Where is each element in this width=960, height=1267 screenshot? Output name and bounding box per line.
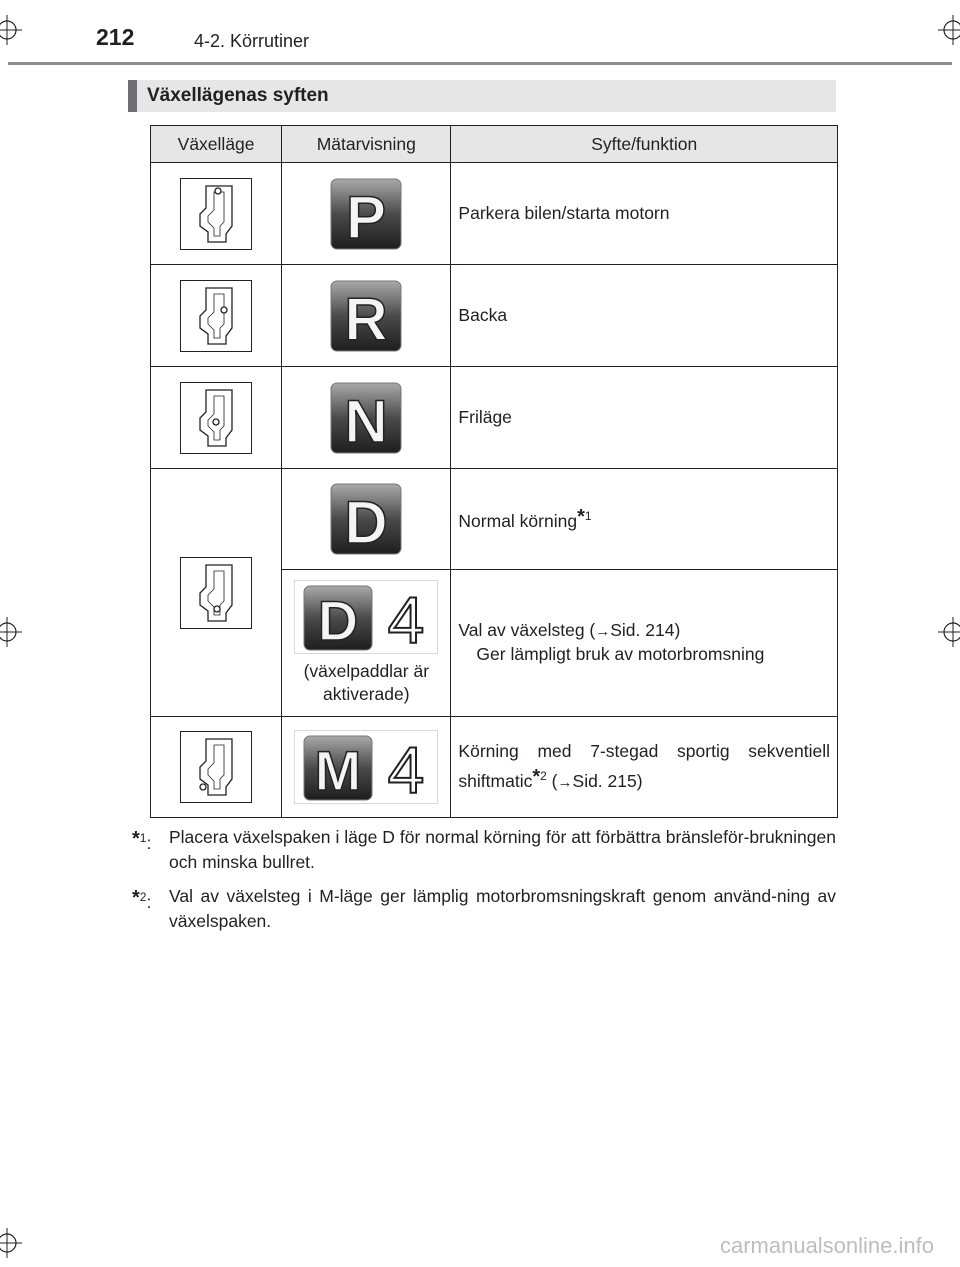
footnote-1 (132, 825, 836, 876)
crop-mark-icon (0, 15, 22, 45)
footnote-number: 2 (139, 890, 147, 905)
page-reference-link[interactable]: Sid. 215) (572, 771, 643, 791)
purpose-m4-line2 (458, 764, 830, 794)
table-row (151, 163, 838, 265)
gear-indicator-d4-icon (294, 580, 438, 654)
column-header-purpose: Syfte/funktion (451, 126, 838, 163)
gear-indicator-p-icon (330, 178, 402, 250)
indicator-cell (282, 570, 451, 717)
purpose-p: Parkera bilen/starta motorn (451, 163, 838, 265)
paddle-caption (282, 660, 450, 706)
indicator-number: 4 (387, 733, 425, 804)
section-heading (128, 80, 836, 112)
indicator-letter: R (344, 285, 388, 352)
purpose-d (451, 469, 838, 570)
gear-indicator-m4-icon (294, 730, 438, 804)
table-row (151, 717, 838, 818)
purpose-d4-text-before: Val av växelsteg ( (458, 620, 596, 641)
gear-cell (151, 265, 282, 367)
footnote-star: * (577, 506, 585, 529)
page-reference-link[interactable]: Sid. 214) (610, 620, 681, 641)
column-header-gear: Växelläge (151, 126, 282, 163)
table-row (151, 367, 838, 469)
purpose-m4-line1: Körning med 7-stegad sportig sekventiell (458, 741, 830, 762)
indicator-letter: P (346, 183, 387, 250)
paddle-caption-line1: (växelpaddlar är (303, 661, 430, 682)
purpose-m4 (451, 717, 838, 818)
gear-indicator-d-icon (330, 483, 402, 555)
arrow-right-icon: → (557, 774, 573, 791)
paddle-caption-line2: aktiverade) (323, 684, 410, 704)
indicator-letter: D (318, 589, 359, 653)
gear-cell (151, 367, 282, 469)
footnote-number: 1 (139, 831, 147, 846)
crop-mark-icon (938, 617, 960, 647)
indicator-letter: D (344, 489, 388, 555)
purpose-r: Backa (451, 265, 838, 367)
shift-gate-m-icon (180, 731, 252, 803)
indicator-number: 4 (387, 583, 425, 655)
section-title: Växellägenas syften (147, 85, 329, 106)
chapter-title: 4-2. Körrutiner (194, 31, 310, 51)
gear-positions-table (150, 125, 838, 818)
arrow-right-icon: → (595, 623, 611, 641)
crop-mark-icon (938, 15, 960, 45)
ref-prefix: ( (546, 771, 558, 791)
footnote-star: * (132, 828, 140, 850)
table-header-row (151, 126, 838, 163)
footnote-text: Placera växelspaken i läge D för normal körning för att förbättra bränsleför-brukningen och minska bullret. (169, 827, 836, 873)
indicator-letter: N (344, 387, 388, 454)
shift-gate-d-icon (180, 557, 252, 629)
footnote-marker: *$^2$: (132, 887, 152, 912)
purpose-d4 (451, 570, 838, 717)
footnote-star: * (132, 887, 140, 909)
purpose-d4-line2: Ger lämpligt bruk av motorbromsning (476, 644, 765, 664)
gear-cell (151, 717, 282, 818)
footnote-ref: 2 (540, 769, 547, 784)
footnote-ref: 1 (584, 509, 592, 524)
table-row (151, 469, 838, 570)
header-divider (8, 62, 952, 65)
footnote-star: * (532, 766, 541, 788)
footnote-text: Val av växelsteg i M-läge ger lämplig motorbromsningskraft genom använd-ning av växelspaken. (169, 886, 836, 932)
watermark-text: carmanualsonline.info (719, 1233, 934, 1258)
indicator-letter: M (314, 739, 362, 802)
indicator-cell (282, 265, 451, 367)
gear-indicator-r-icon (330, 280, 402, 352)
crop-mark-icon (0, 1228, 22, 1258)
shiftmatic-label: shiftmatic (458, 771, 533, 791)
shift-gate-p-icon (180, 178, 252, 250)
purpose-d4-line1 (458, 619, 830, 643)
crop-mark-icon (0, 617, 22, 647)
footnote-2 (132, 884, 836, 935)
gear-indicator-n-icon (330, 382, 402, 454)
indicator-cell (282, 367, 451, 469)
indicator-cell (282, 163, 451, 265)
purpose-d-text: Normal körning (458, 511, 578, 532)
gear-cell (151, 469, 282, 717)
indicator-cell (282, 469, 451, 570)
purpose-n: Friläge (451, 367, 838, 469)
page-number: 212 (96, 24, 135, 50)
footnote-marker: *$^1$: (132, 828, 152, 853)
column-header-indicator: Mätarvisning (282, 126, 451, 163)
table-row (151, 265, 838, 367)
shift-gate-r-icon (180, 280, 252, 352)
gear-cell (151, 163, 282, 265)
shift-gate-n-icon (180, 382, 252, 454)
indicator-cell (282, 717, 451, 818)
